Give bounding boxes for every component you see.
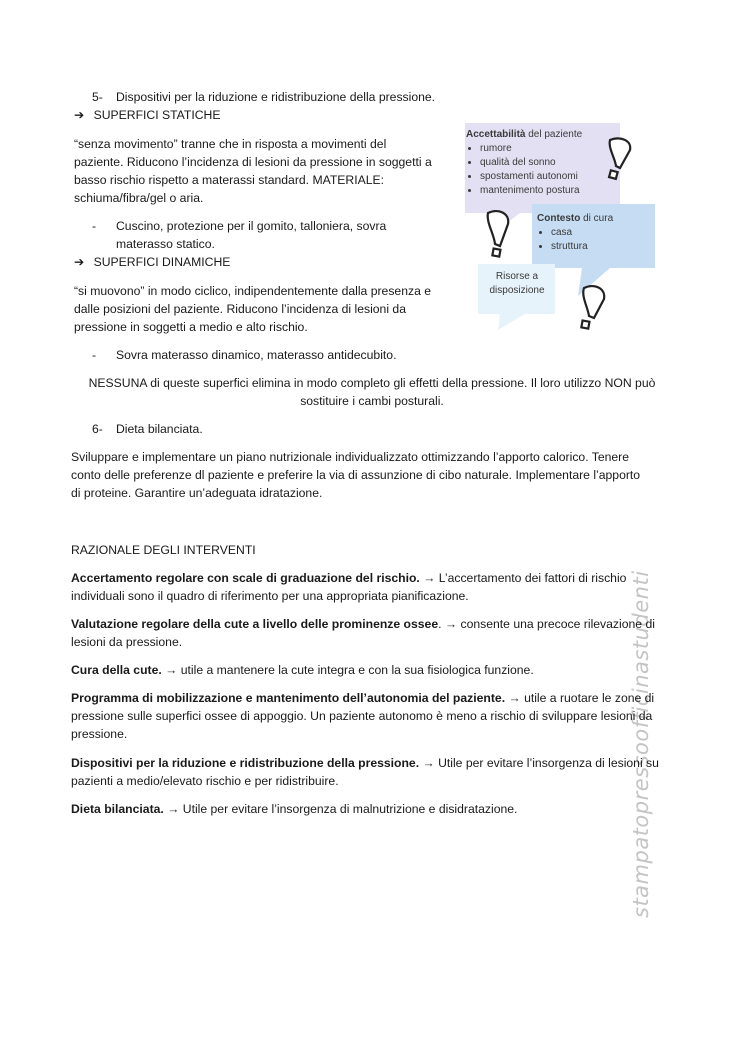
exclamation-icon <box>488 211 509 257</box>
arrow-icon: → <box>167 802 180 816</box>
rationale-item-1: Accertamento regolare con scale di graduazione del rischio. → L’accertamento dei fattori di rischio individuali sono il quadro di riferimento per una appropriata pianificazione. <box>71 571 627 603</box>
static-description: “senza movimento” tranne che in risposta a movimenti del paziente. Riducono l’incidenza di lesioni da pressione in soggetti a basso rischio rispetto a materassi standard. MATERIALE: schiuma/fibra/gel o aria. <box>74 137 432 205</box>
watermark: stampatopressoofficinastudenti <box>629 570 653 918</box>
arrow-icon: → <box>423 571 436 585</box>
bubble-3-text: Risorse a disposizione <box>489 271 545 296</box>
bubble-1-text: Accettabilità del paziente • rumore • qualità del sonno • spostamenti autonomi • mantenimento postura <box>466 128 616 198</box>
bubble-2-list: • casa • struttura <box>537 226 652 254</box>
arrow-icon: → <box>508 691 521 705</box>
list-item-6-number: 6- <box>92 422 103 436</box>
list-item-5 <box>92 88 103 106</box>
arrow-icon: → <box>444 617 458 631</box>
arrow-icon: → <box>422 756 435 770</box>
arrow-icon: → <box>165 663 178 677</box>
speech-bubble-diagram <box>460 118 660 338</box>
static-bullet-dash: - <box>92 219 97 233</box>
dynamic-bullet-text: Sovra materasso dinamico, materasso antidecubito. <box>116 348 397 362</box>
rationale-item-5: Dispositivi per la riduzione e ridistribuzione della pressione. → Utile per evitare l’insorgenza di lesioni su pazienti a medio/elevato rischio e per ridistribuire. <box>71 756 659 788</box>
static-bullet-text: Cuscino, protezione per il gomito, talloniera, sovra materasso statico. <box>116 219 387 251</box>
diet-paragraph: Sviluppare e implementare un piano nutrizionale individualizzato ottimizzando l’apporto calorico. Tenere conto delle preferenze dl paziente e preferire la via di assunzione di cibo naturale. Implementare l’apporto di proteine. Garantire un’adeguata idratazione. <box>71 450 641 500</box>
exclamation-icon <box>581 286 604 329</box>
list-item-5-text: Dispositivi per la riduzione e ridistribuzione della pressione. <box>116 90 436 104</box>
dynamic-description: “si muovono” in modo ciclico, indipendentemente dalla presenza e dalle posizioni del paziente. Riducono l’incidenza di lesioni da pressione in soggetti a medio e alto rischio. <box>74 284 432 334</box>
bubble-1-list: • rumore • qualità del sonno • spostamenti autonomi • mantenimento postura <box>466 142 616 198</box>
note: NESSUNA di queste superfici elimina in modo completo gli effetti della pressione. Il loro utilizzo NON può sostituire i cambi posturali. <box>88 376 656 408</box>
arrow-icon: ➔ <box>74 108 85 122</box>
rationale-item-6: Dieta bilanciata. → Utile per evitare l’insorgenza di malnutrizione e disidratazione. <box>71 802 518 816</box>
list-number: 5- <box>92 90 103 104</box>
dynamic-bullet-dash: - <box>92 348 97 362</box>
section-title: RAZIONALE DEGLI INTERVENTI <box>71 543 256 557</box>
heading-static: ➔ SUPERFICI STATICHE <box>74 108 221 122</box>
list-item-6-text: Dieta bilanciata. <box>116 422 203 436</box>
bubble-2-text: Contesto di cura • casa • struttura <box>537 212 652 254</box>
arrow-icon: ➔ <box>74 255 85 269</box>
rationale-item-4: Programma di mobilizzazione e mantenimento dell’autonomia del paziente. → utile a ruotare le zone di pressione sulle superfici ossee di appoggio. Un paziente autonomo è meno a rischio di sviluppare lesioni da pressione. <box>71 691 655 741</box>
rationale-item-2: Valutazione regolare della cute a livello delle prominenze ossee. → consente una precoce rilevazione di lesioni da pressione. <box>71 617 655 649</box>
heading-dynamic: ➔ SUPERFICI DINAMICHE <box>74 255 231 269</box>
rationale-item-3: Cura della cute. → utile a mantenere la cute integra e con la sua fisiologica funzione. <box>71 663 534 677</box>
